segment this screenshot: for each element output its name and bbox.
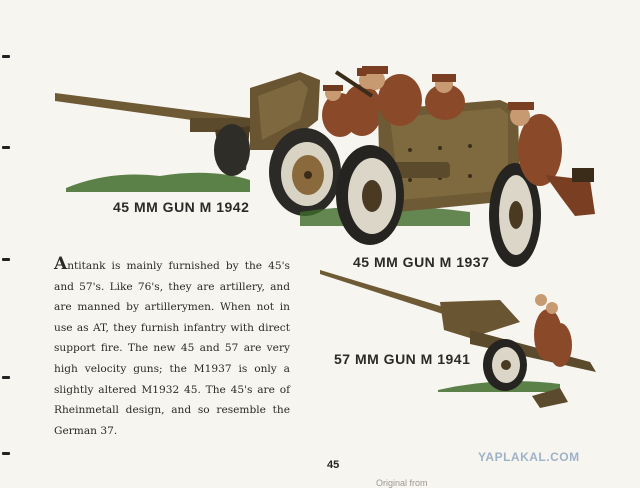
page-number: 45: [327, 459, 340, 471]
gun-m1941-illustration: [320, 270, 596, 408]
drop-cap: A: [54, 254, 68, 274]
caption-gun-m1941: 57 MM GUN M 1941: [334, 351, 471, 367]
caption-gun-m1942: 45 MM GUN M 1942: [113, 199, 250, 215]
paragraph-text: ntitank is mainly furnished by the 45's and 57's. Like 76's, they are artillery, and are manned by artillerymen. When not in use as AT, they furnish infantry with direct support fire. The new 45 and 57 are very high velocity guns; the M1937 is only a slightly altered M1932 45. The 45's are of Rheinmetall design, and so resemble the German 37.: [54, 260, 290, 437]
watermark: YAPLAKAL.COM: [478, 450, 580, 464]
footer-note: Original from: [376, 478, 428, 488]
caption-gun-m1937: 45 MM GUN M 1937: [353, 254, 490, 270]
body-paragraph: [54, 254, 290, 441]
gun-m1942-illustration: [55, 68, 382, 216]
